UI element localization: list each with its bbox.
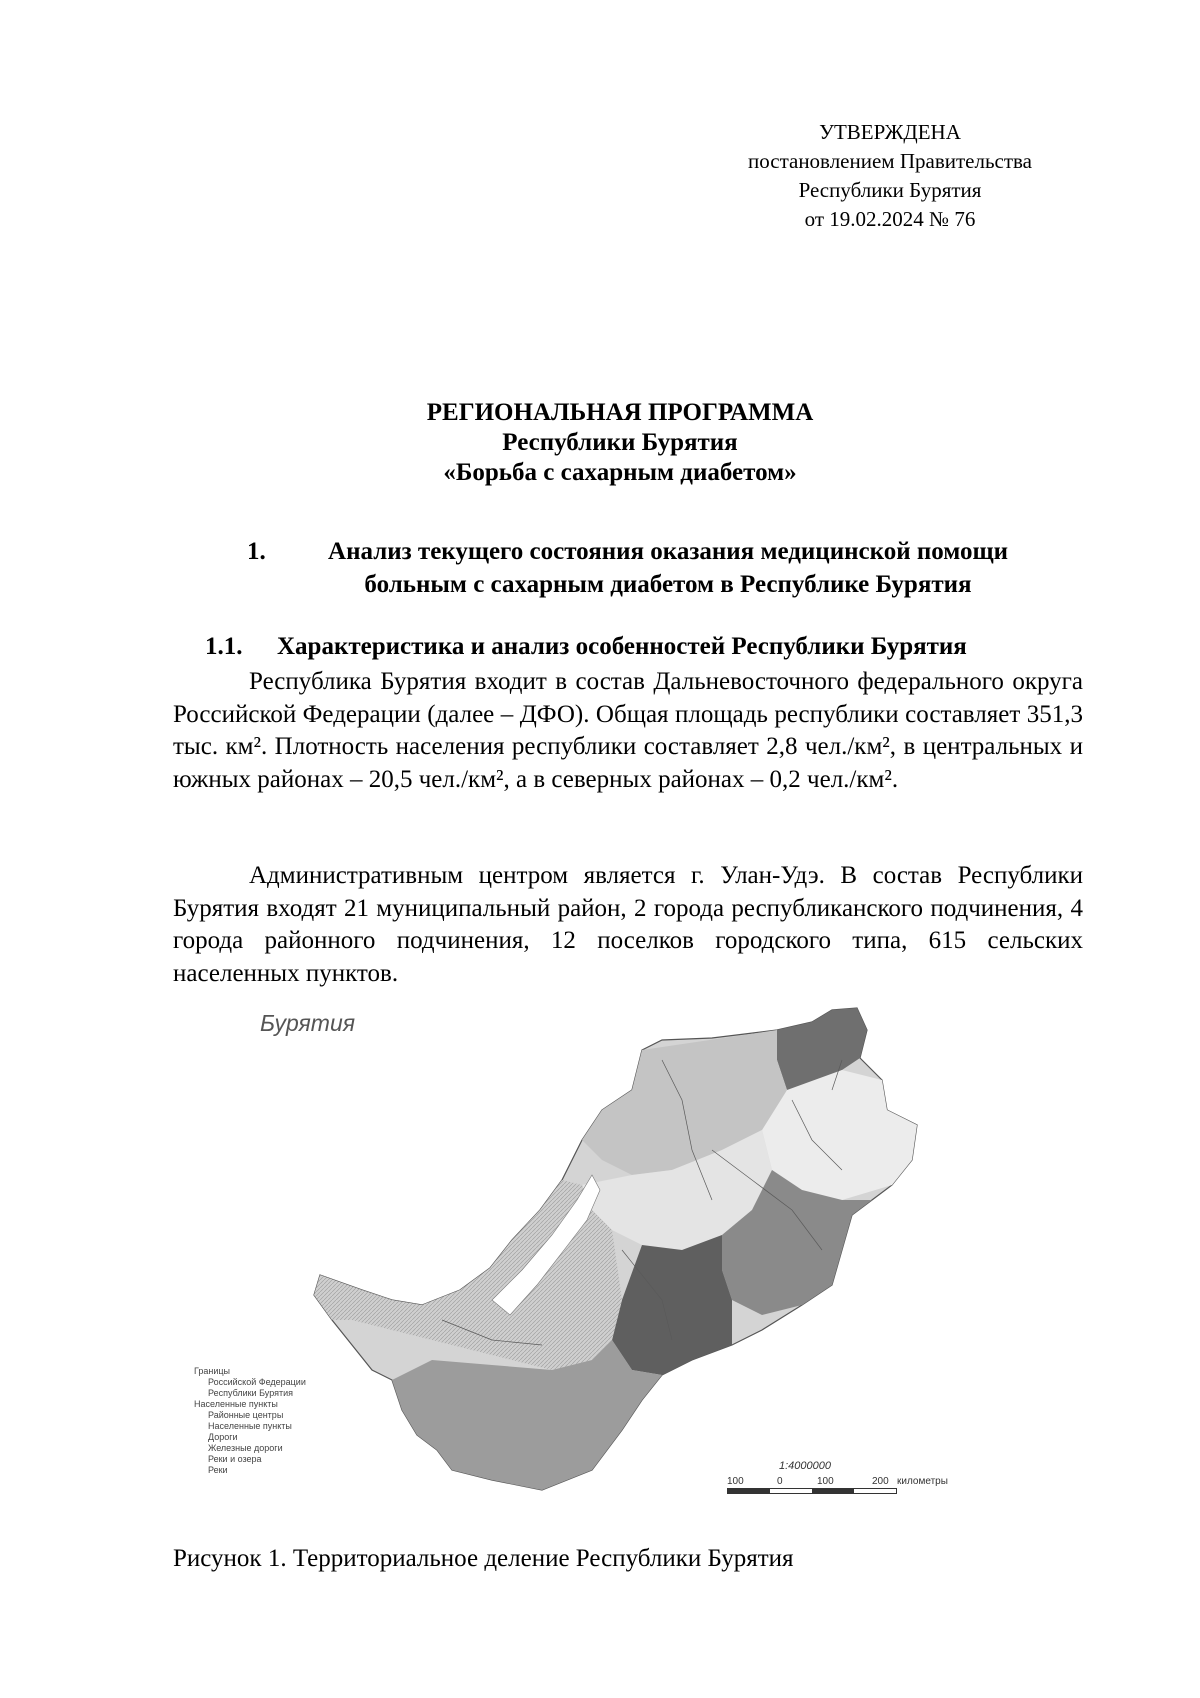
paragraph-2 bbox=[173, 860, 1083, 990]
buryatia-map bbox=[192, 1000, 1002, 1520]
legend-settlements: Населенные пункты bbox=[194, 1399, 278, 1409]
legend-district-centers: Районные центры bbox=[208, 1410, 284, 1420]
document-title bbox=[170, 398, 1070, 488]
legend-roads: Дороги bbox=[208, 1432, 238, 1442]
legend-localities: Населенные пункты bbox=[208, 1421, 292, 1431]
legend-railways: Железные дороги bbox=[208, 1443, 283, 1453]
map-legend bbox=[194, 1366, 306, 1476]
scale-ratio: 1:4000000 bbox=[779, 1460, 831, 1472]
legend-borders: Границы bbox=[194, 1366, 230, 1376]
approval-line-2: постановлением Правительства bbox=[747, 149, 1032, 173]
scale-tick-100-right: 100 bbox=[817, 1476, 834, 1487]
scale-bar bbox=[727, 1488, 897, 1494]
approval-line-3: Республики Бурятия bbox=[798, 178, 982, 202]
section-1-line-1: Анализ текущего состояния оказания медицинской помощи bbox=[328, 538, 1008, 565]
title-line-3: «Борьба с сахарным диабетом» bbox=[443, 459, 797, 486]
section-1-line-2: больным с сахарным диабетом в Республике Бурятия bbox=[364, 571, 972, 598]
section-1-1-text: Характеристика и анализ особенностей Республики Бурятия bbox=[277, 633, 967, 660]
section-1-1-number: 1.1. bbox=[205, 633, 243, 660]
map-title: Бурятия bbox=[260, 1010, 356, 1036]
section-1-number: 1. bbox=[247, 538, 266, 565]
scale-unit: километры bbox=[897, 1476, 948, 1487]
figure-caption: Рисунок 1. Территориальное деление Республики Бурятия bbox=[173, 1545, 794, 1572]
map-figure bbox=[192, 1000, 1002, 1520]
legend-rivers-lakes: Реки и озера bbox=[208, 1454, 262, 1464]
scale-tick-100-left: 100 bbox=[727, 1476, 744, 1487]
section-1-1-heading bbox=[205, 632, 1105, 662]
approval-line-4: от 19.02.2024 № 76 bbox=[804, 207, 976, 231]
legend-rb-border: Республики Бурятия bbox=[208, 1388, 293, 1398]
paragraph-1 bbox=[173, 666, 1083, 796]
title-line-2: Республики Бурятия bbox=[502, 429, 738, 456]
paragraph-2-text: Административным центром является г. Улан-Удэ. В состав Республики Бурятия входят 21 муниципальный район, 2 города республиканского подчинения, 4 города районного подчинения, 12 поселков городского типа, 615 сельских населенных пунктов. bbox=[173, 862, 1083, 987]
approval-line-1: УТВЕРЖДЕНА bbox=[819, 120, 961, 144]
section-1-heading bbox=[247, 535, 1107, 601]
title-line-1: РЕГИОНАЛЬНАЯ ПРОГРАММА bbox=[426, 399, 814, 426]
paragraph-1-text: Республика Бурятия входит в состав Дальневосточного федерального округа Российской Федерации (далее – ДФО). Общая площадь республики составляет 351,3 тыс. км². Плотность населения республики составляет 2,8 чел./км², в центральных и южных районах – 20,5 чел./км², а в северных районах – 0,2 чел./км². bbox=[173, 668, 1083, 793]
legend-rf-border: Российской Федерации bbox=[208, 1377, 306, 1387]
legend-rivers: Реки bbox=[208, 1465, 228, 1475]
scale-tick-0: 0 bbox=[777, 1476, 783, 1487]
approval-stamp bbox=[700, 118, 1080, 234]
scale-tick-200: 200 bbox=[872, 1476, 889, 1487]
